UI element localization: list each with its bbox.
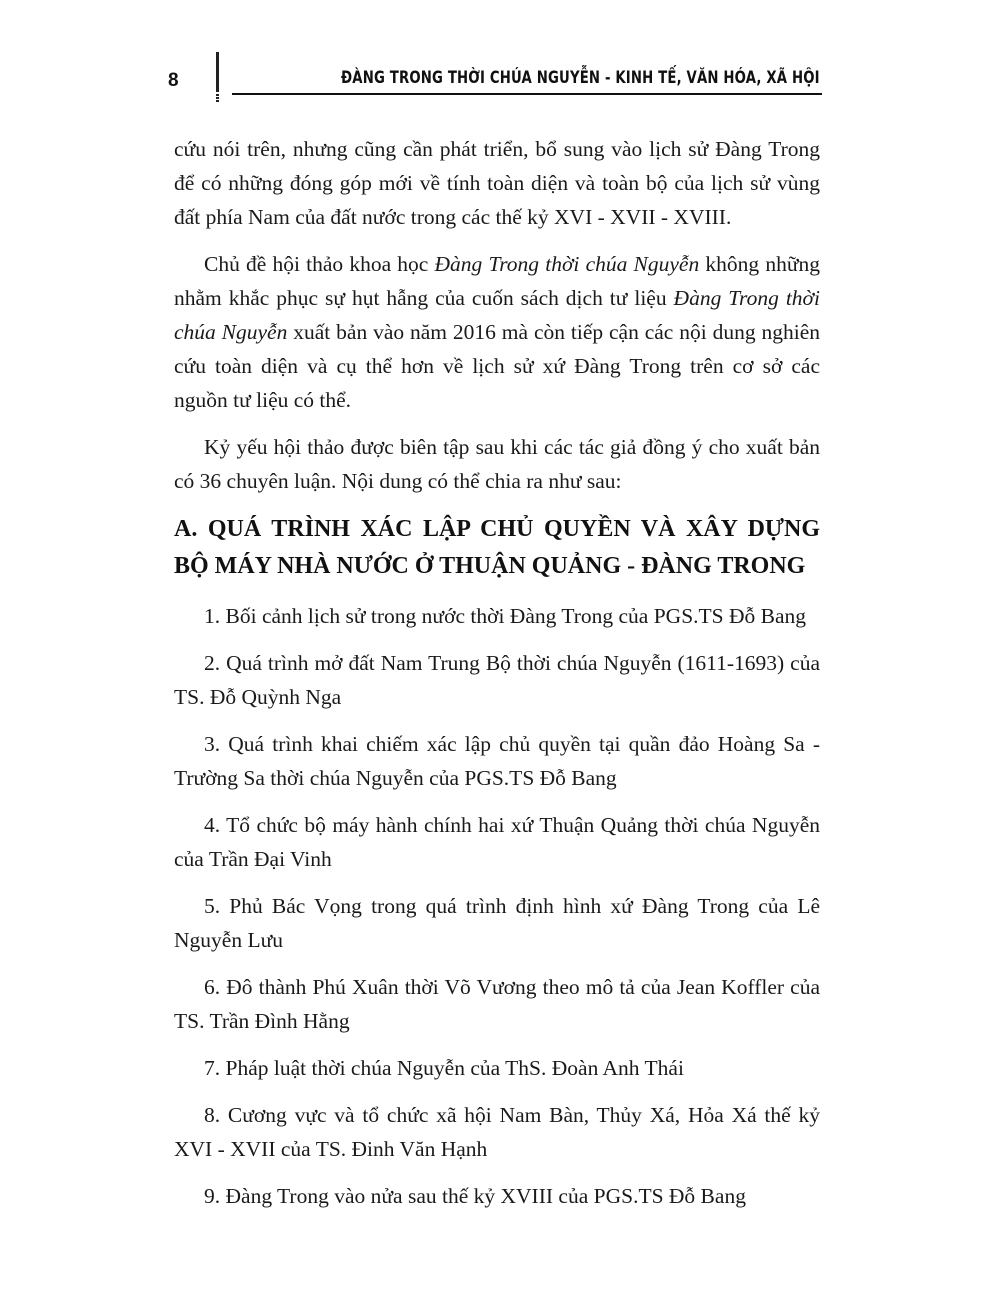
paragraph-proceedings: Kỷ yếu hội thảo được biên tập sau khi các tác giả đồng ý cho xuất bản có 36 chuyên luận. Nội dung có thể chia ra như sau:	[174, 435, 820, 493]
header-rule	[232, 93, 822, 95]
page-number: 8	[168, 70, 179, 91]
book-title-italic: Đàng Trong thời chúa Nguyễn	[434, 252, 700, 276]
list-item: 1. Bối cảnh lịch sử trong nước thời Đàng Trong của PGS.TS Đỗ Bang	[204, 604, 807, 628]
list-item: 5. Phủ Bác Vọng trong quá trình định hình xứ Đàng Trong của Lê Nguyễn Lưu	[174, 894, 820, 952]
list-item: 6. Đô thành Phú Xuân thời Võ Vương theo mô tả của Jean Koffler của TS. Trần Đình Hằng	[174, 975, 820, 1033]
list-item: 3. Quá trình khai chiếm xác lập chủ quyền tại quần đảo Hoàng Sa - Trường Sa thời chúa Nguyễn của PGS.TS Đỗ Bang	[174, 732, 820, 790]
list-item: 2. Quá trình mở đất Nam Trung Bộ thời chúa Nguyễn (1611-1693) của TS. Đỗ Quỳnh Nga	[174, 651, 820, 709]
running-title: ĐÀNG TRONG THỜI CHÚA NGUYỄN - KINH TẾ, VĂN HÓA, XÃ HỘI	[341, 68, 820, 88]
list-item: 4. Tổ chức bộ máy hành chính hai xứ Thuận Quảng thời chúa Nguyễn của Trần Đại Vinh	[174, 813, 820, 871]
paragraph-continued: cứu nói trên, nhưng cũng cần phát triển, bổ sung vào lịch sử Đàng Trong để có những đóng góp mới về tính toàn diện và toàn bộ của lịch sử vùng đất phía Nam của đất nước trong các thế kỷ XVI - XVII - XVIII.	[174, 137, 820, 229]
page-header	[0, 0, 1000, 110]
list-item: 8. Cương vực và tổ chức xã hội Nam Bàn, Thủy Xá, Hỏa Xá thế kỷ XVI - XVII của TS. Đinh Văn Hạnh	[174, 1103, 820, 1161]
header-ornament	[214, 52, 224, 102]
list-item: 7. Pháp luật thời chúa Nguyễn của ThS. Đoàn Anh Thái	[204, 1056, 684, 1080]
book-title-italic: Đàng Trong thời chúa Nguyễn	[174, 286, 820, 344]
section-heading: A. QUÁ TRÌNH XÁC LẬP CHỦ QUYỀN VÀ XÂY DỰNG BỘ MÁY NHÀ NƯỚC Ở THUẬN QUẢNG - ĐÀNG TRONG	[174, 516, 820, 579]
paragraph-topic: Chủ đề hội thảo khoa học Đàng Trong thời chúa Nguyễn không những nhằm khắc phục sự hụt hẫng của cuốn sách dịch tư liệu Đàng Trong thời chúa Nguyễn xuất bản vào năm 2016 mà còn tiếp cận các nội dung nghiên cứu toàn diện và cụ thể hơn về lịch sử xứ Đàng Trong trên cơ sở các nguồn tư liệu có thể.	[174, 252, 820, 412]
list-item: 9. Đàng Trong vào nửa sau thế kỷ XVIII của PGS.TS Đỗ Bang	[204, 1184, 746, 1208]
page-body	[174, 132, 820, 1226]
